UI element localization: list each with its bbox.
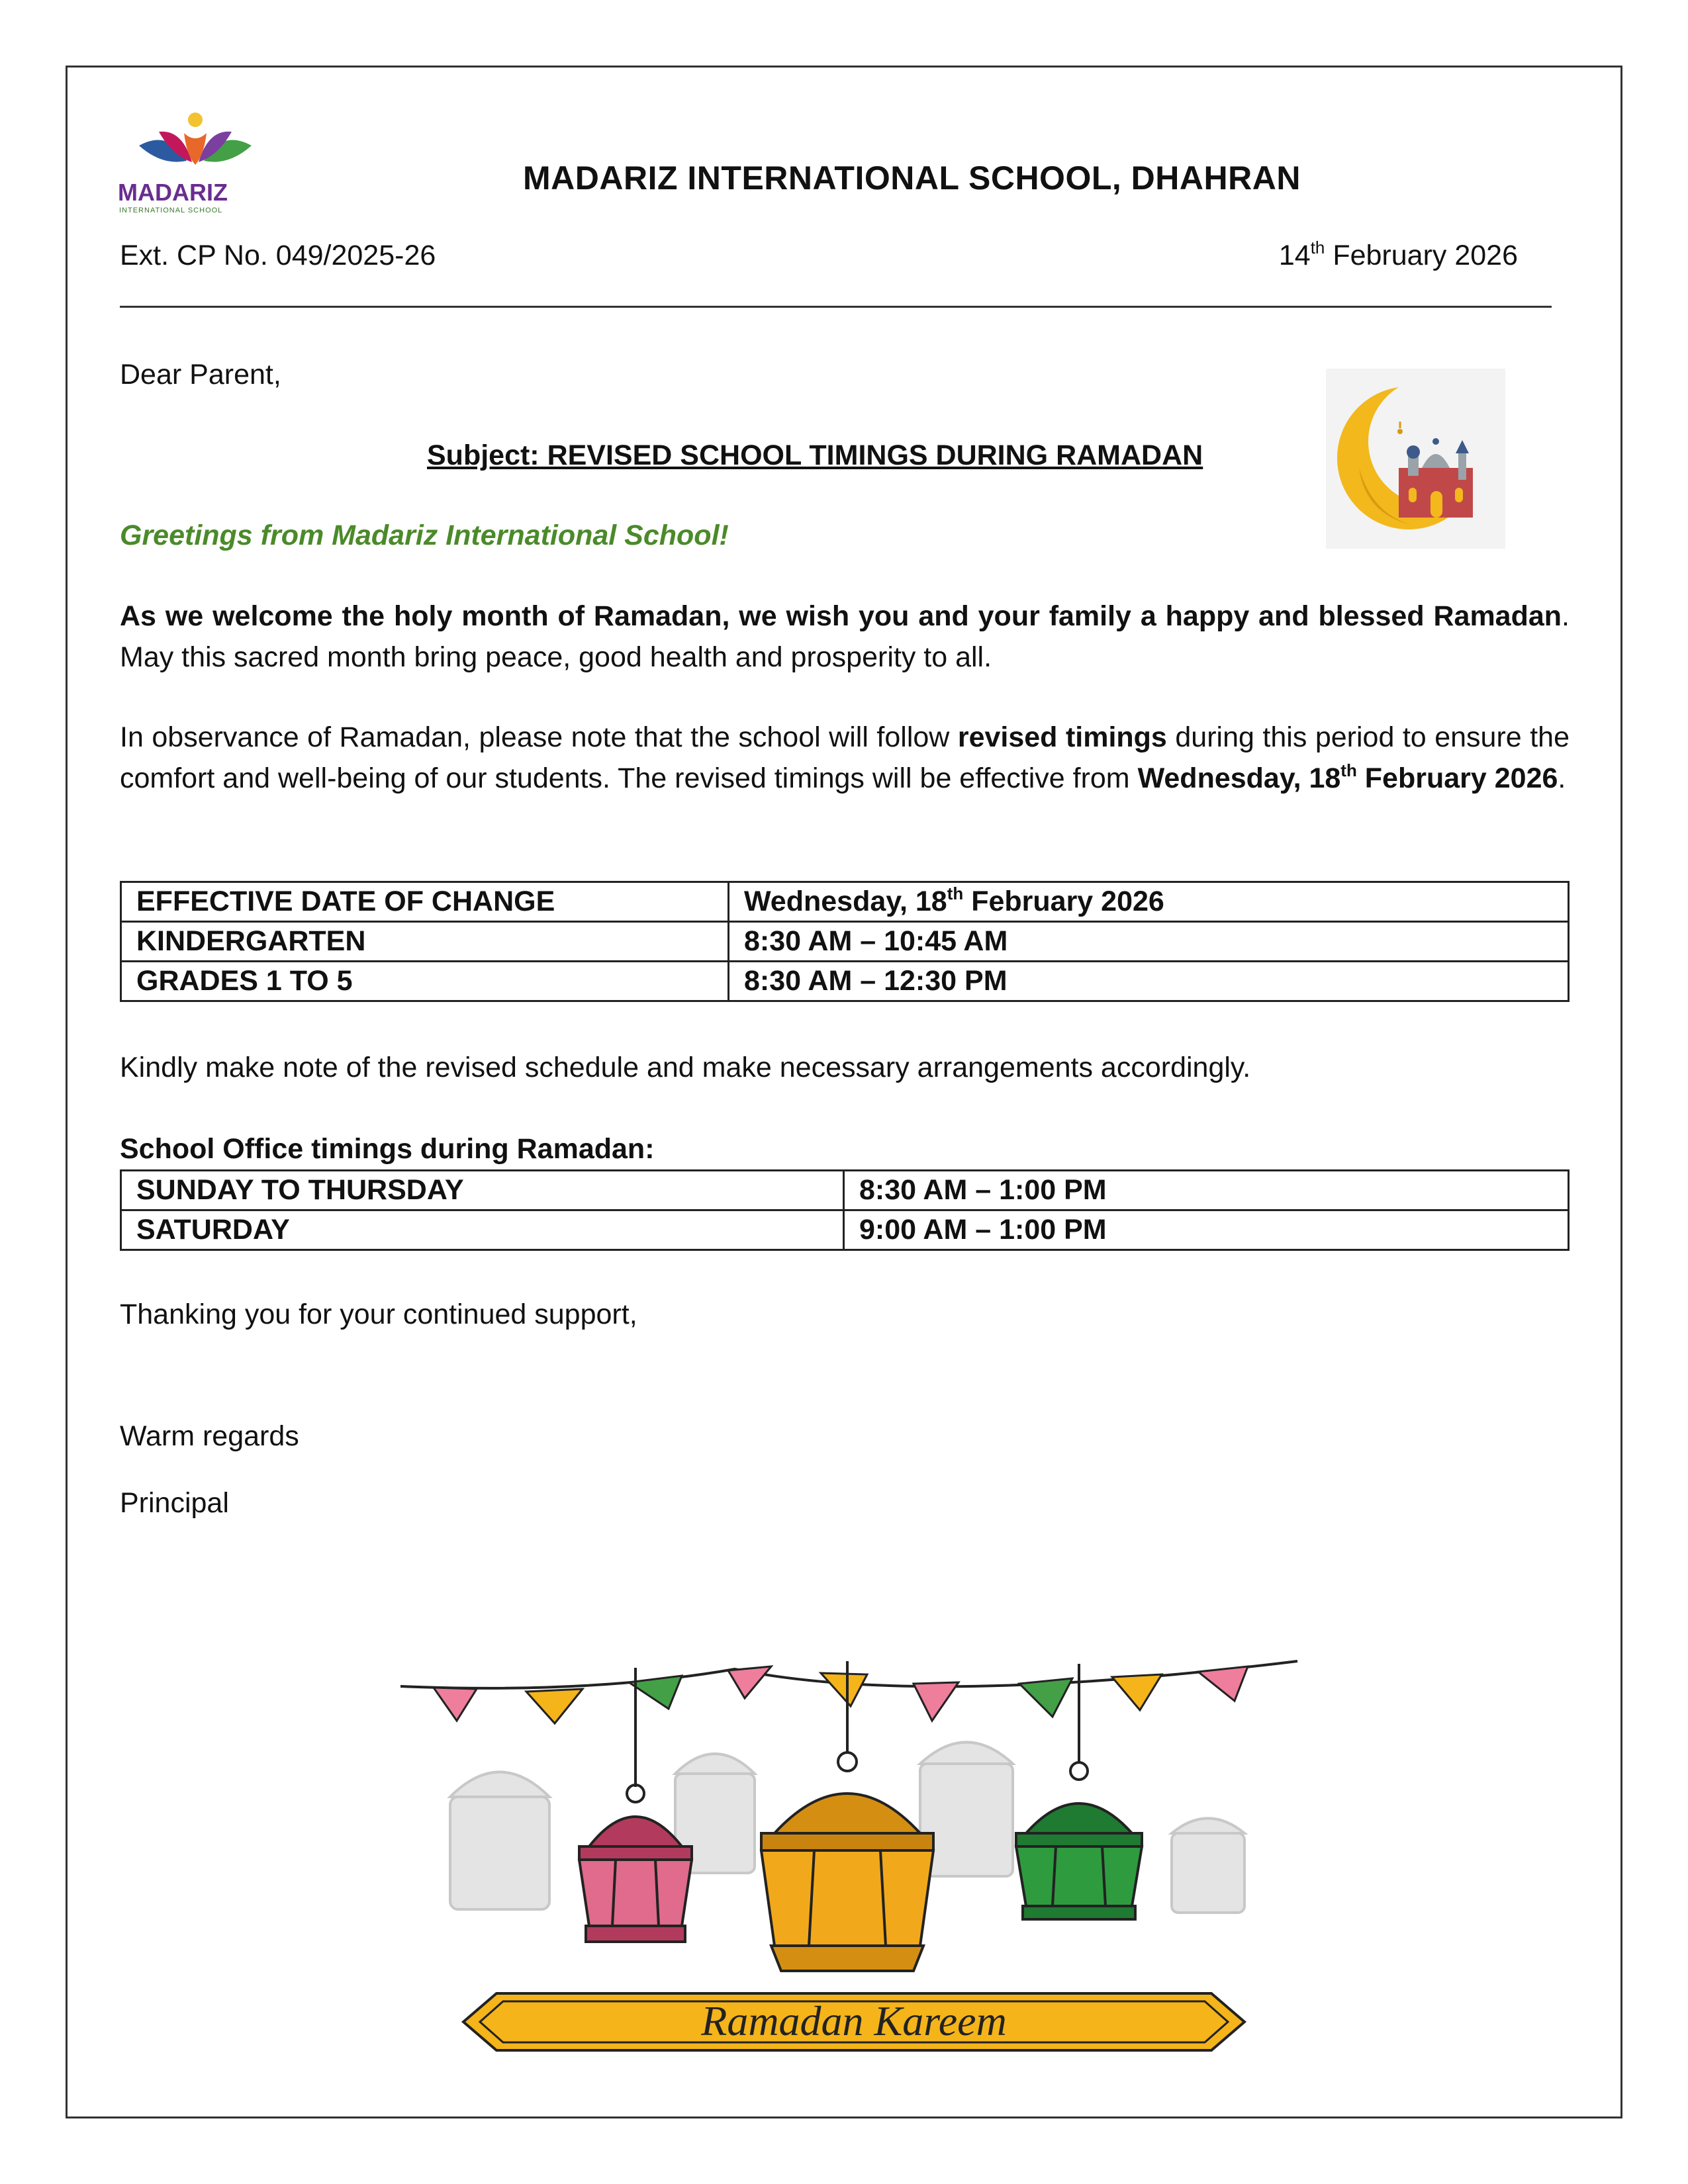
signatory: Principal: [120, 1487, 229, 1519]
logo-subtext: INTERNATIONAL SCHOOL: [119, 206, 223, 214]
note-paragraph: Kindly make note of the revised schedule and make necessary arrangements accordingly.: [120, 1052, 1251, 1083]
regards-line: Warm regards: [120, 1420, 299, 1452]
table-cell: 8:30 AM – 10:45 AM: [729, 922, 1569, 962]
table-cell: 8:30 AM – 1:00 PM: [844, 1171, 1569, 1210]
ramadan-lanterns-illustration: [391, 1655, 1317, 2058]
table-row: [121, 1210, 1569, 1250]
banner-text: Ramadan Kareem: [701, 1997, 1007, 2044]
paragraph-ramadan-wishes: As we welcome the holy month of Ramadan, we wish you and your family a happy and blessed Ramadan. May this sacred month bring peace, good health and prosperity to all.: [120, 600, 1570, 673]
thanks-line: Thanking you for your continued support,: [120, 1298, 637, 1330]
table-cell: EFFECTIVE DATE OF CHANGE: [121, 882, 729, 922]
salutation: Dear Parent,: [120, 359, 281, 390]
reference-number: Ext. CP No. 049/2025-26: [120, 240, 436, 271]
table-cell: KINDERGARTEN: [121, 922, 729, 962]
greeting-line: Greetings from Madariz International School!: [120, 520, 729, 551]
school-logo: [113, 109, 278, 215]
logo-sun-icon: [188, 113, 203, 127]
green-lantern-icon: [1016, 1762, 1142, 1919]
paragraph-revised-timings: In observance of Ramadan, please note that the school will follow revised timings during this period to ensure the comfort and well-being of our students. The revised timings will be effective from Wednesday, 18th February 2026.: [120, 721, 1570, 794]
bunting-flags-icon: [434, 1666, 1248, 1723]
table-row: [121, 922, 1569, 962]
table-row: [121, 1171, 1569, 1210]
office-timings-heading: School Office timings during Ramadan:: [120, 1133, 655, 1165]
table-cell: Wednesday, 18th February 2026: [729, 882, 1569, 922]
subject-line: Subject: REVISED SCHOOL TIMINGS DURING RAMADAN: [427, 439, 1203, 471]
table-cell: SUNDAY TO THURSDAY: [121, 1171, 844, 1210]
table-cell: SATURDAY: [121, 1210, 844, 1250]
ramadan-kareem-banner: [463, 1993, 1244, 2050]
header-divider: [120, 306, 1552, 308]
table-cell: 9:00 AM – 1:00 PM: [844, 1210, 1569, 1250]
table-cell: 8:30 AM – 12:30 PM: [729, 962, 1569, 1001]
letter-date: 14th February 2026: [1278, 237, 1518, 271]
office-timings-table: [120, 1169, 1570, 1251]
gold-lantern-icon: [761, 1752, 933, 1971]
table-row: [121, 962, 1569, 1001]
school-name: MADARIZ INTERNATIONAL SCHOOL, DHAHRAN: [523, 159, 1301, 197]
table-cell: GRADES 1 TO 5: [121, 962, 729, 1001]
timings-table: [120, 881, 1570, 1002]
crescent-moon-image: [1326, 369, 1505, 549]
table-row: [121, 882, 1569, 922]
logo-wordmark: MADARIZ: [118, 179, 228, 206]
